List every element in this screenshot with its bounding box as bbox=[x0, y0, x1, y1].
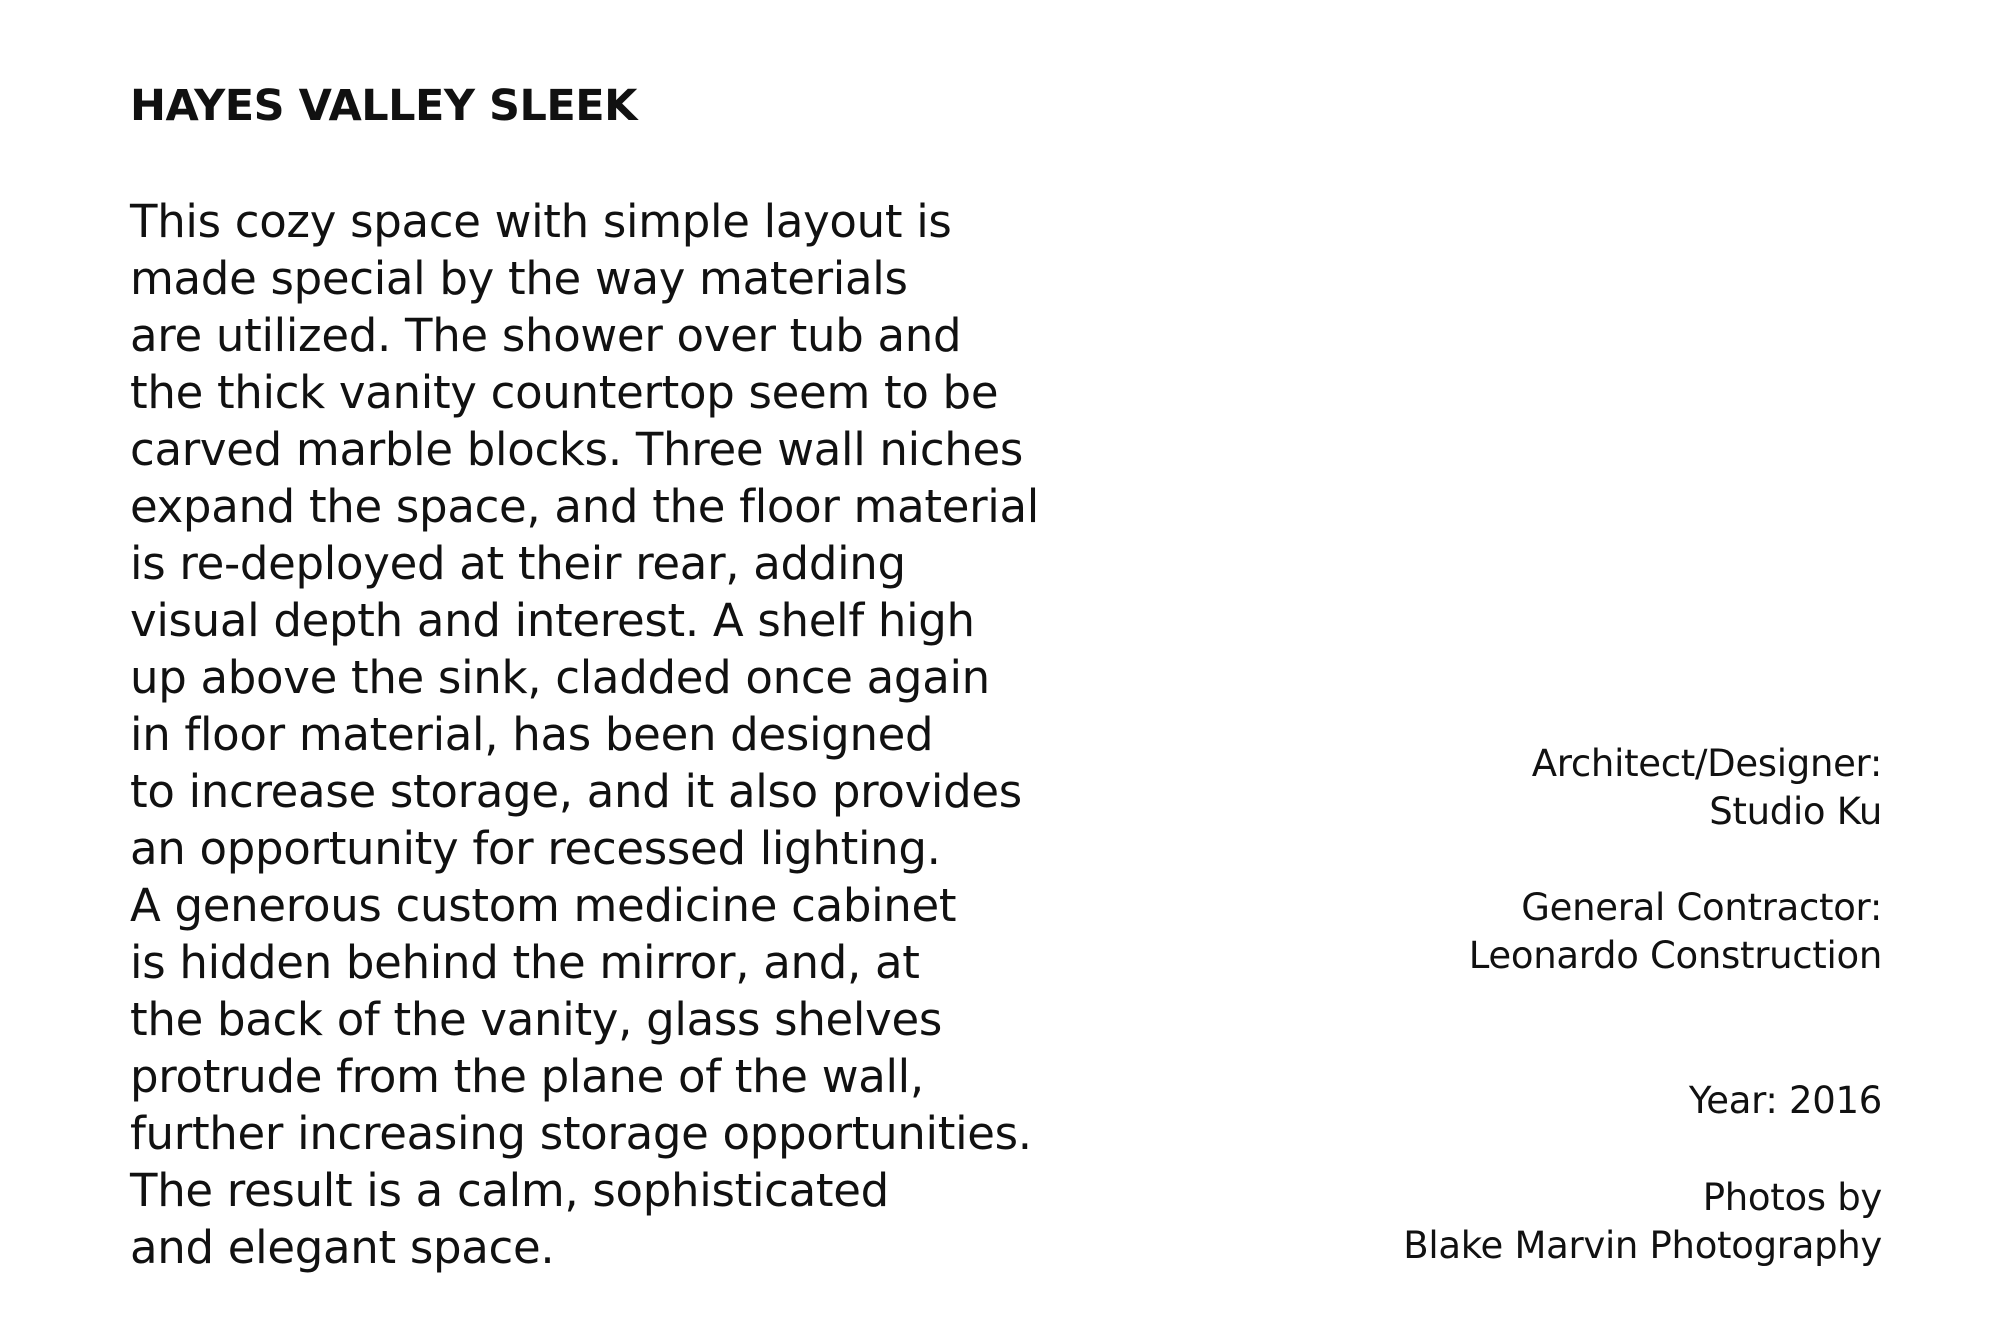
description-line: the back of the vanity, glass shelves bbox=[130, 993, 942, 1046]
architect-name: Studio Ku bbox=[1709, 790, 1882, 833]
photos-label: Photos by bbox=[1702, 1176, 1882, 1219]
contractor-label: General Contractor: bbox=[1521, 886, 1882, 929]
description-line: are utilized. The shower over tub and bbox=[130, 309, 962, 362]
photographer-name: Blake Marvin Photography bbox=[1403, 1224, 1882, 1267]
architect-credit bbox=[1532, 740, 1882, 836]
description-line: A generous custom medicine cabinet bbox=[130, 879, 957, 932]
description-line: protrude from the plane of the wall, bbox=[130, 1050, 924, 1103]
project-year: Year: 2016 bbox=[1688, 1079, 1882, 1122]
project-description bbox=[130, 193, 1039, 1276]
architect-label: Architect/Designer: bbox=[1531, 742, 1882, 785]
contractor-credit bbox=[1469, 884, 1882, 980]
description-line: the thick vanity countertop seem to be bbox=[130, 366, 999, 419]
description-line: The result is a calm, sophisticated bbox=[130, 1164, 889, 1217]
description-line: and elegant space. bbox=[130, 1221, 555, 1274]
description-line: is hidden behind the mirror, and, at bbox=[130, 936, 920, 989]
description-line: carved marble blocks. Three wall niches bbox=[130, 423, 1024, 476]
contractor-name: Leonardo Construction bbox=[1468, 934, 1882, 977]
description-line: made special by the way materials bbox=[130, 252, 908, 305]
description-line: to increase storage, and it also provides bbox=[130, 765, 1022, 818]
year-credit bbox=[1689, 1077, 1882, 1125]
description-line: This cozy space with simple layout is bbox=[130, 195, 952, 248]
description-line: visual depth and interest. A shelf high bbox=[130, 594, 975, 647]
description-line: up above the sink, cladded once again bbox=[130, 651, 990, 704]
description-line: further increasing storage opportunities. bbox=[130, 1107, 1032, 1160]
description-line: in floor material, has been designed bbox=[130, 708, 934, 761]
description-line: is re-deployed at their rear, adding bbox=[130, 537, 906, 590]
description-line: expand the space, and the floor material bbox=[130, 480, 1039, 533]
project-title: HAYES VALLEY SLEEK bbox=[130, 81, 637, 131]
description-line: an opportunity for recessed lighting. bbox=[130, 822, 941, 875]
photos-credit bbox=[1403, 1174, 1882, 1270]
